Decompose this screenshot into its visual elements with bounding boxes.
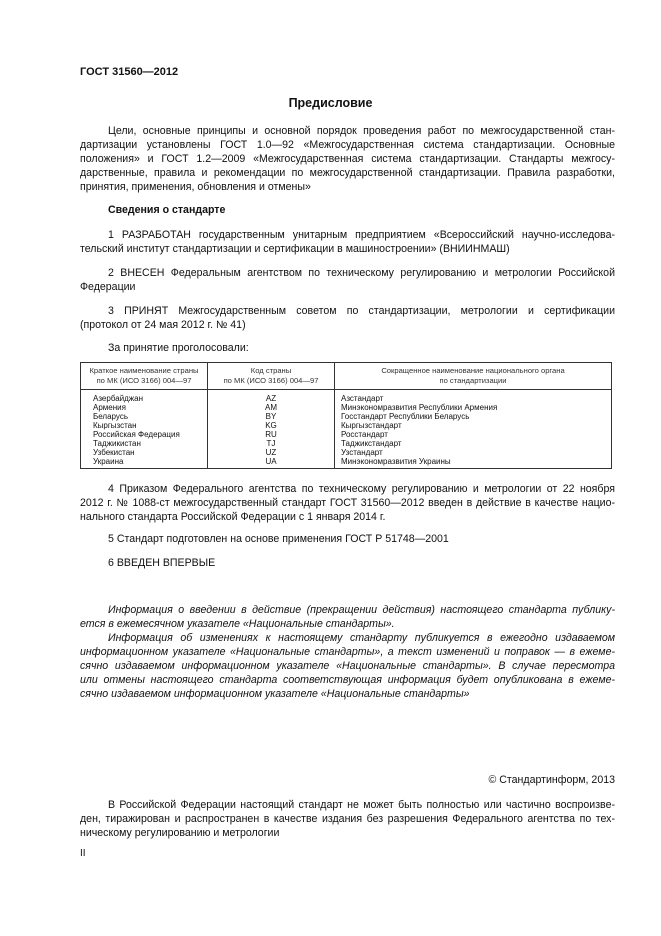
- text-line: или отмены настоящего стандарта соответствующая информация будет опубликована в ежеме-: [80, 674, 615, 686]
- body-cell: Минэкономразвития Республики Армения: [335, 403, 612, 412]
- item-3: [80, 304, 615, 332]
- text-line: 3 ПРИНЯТ Межгосударственным советом по стандартизации, метрологии и сертификации: [108, 305, 615, 317]
- body-cell: Кыргызстандарт: [335, 421, 612, 430]
- body-cell: Минэкономразвития Украины: [335, 457, 612, 469]
- table-row: [81, 448, 612, 457]
- text-line: дарственные, правила и рекомендации по межгосударственной стандартизации. Правила разработки,: [80, 167, 615, 179]
- body-cell: Госстандарт Республики Беларусь: [335, 412, 612, 421]
- col-header-code: Код страны по МК (ИСО 3166) 004—97: [208, 363, 335, 390]
- country-cell: Украина: [81, 457, 208, 469]
- text-line: положения» и ГОСТ 1.2—2009 «Межгосударственная система стандартизации. Стандарты межгосу-: [80, 153, 615, 165]
- document-header: ГОСТ 31560—2012: [80, 66, 179, 78]
- page-number: II: [80, 848, 86, 859]
- code-cell: KG: [208, 421, 335, 430]
- item-5: [80, 532, 615, 546]
- notice-paragraph: [80, 798, 615, 840]
- col-header-body: Сокращенное наименование национального органа по стандартизации: [335, 363, 612, 390]
- intro-paragraph: [80, 124, 615, 194]
- text-line: 1 РАЗРАБОТАН государственным унитарным предприятием «Всероссийский научно-исследова-: [108, 229, 615, 241]
- copyright: © Стандартинформ, 2013: [488, 774, 615, 786]
- table-row: [81, 421, 612, 430]
- text-line: информационном указателе «Национальные стандарты», а текст изменений и поправок — в ежеме-: [80, 646, 615, 658]
- country-cell: Узбекистан: [81, 448, 208, 457]
- item-6: [80, 556, 615, 570]
- item-2: [80, 266, 615, 294]
- text-line: 2012 г. № 1088-ст межгосударственный стандарт ГОСТ 31560—2012 введен в действие в качестве нацио-: [80, 497, 615, 509]
- col-header-country: Краткое наименование страны по МК (ИСО 3166) 004—97: [81, 363, 208, 390]
- text-line: Цели, основные принципы и основной порядок проведения работ по межгосударственной стан-: [108, 125, 615, 137]
- text-line: дартизации установлены ГОСТ 1.0—92 «Межгосударственная система стандартизации. Основные: [80, 139, 615, 151]
- table-row: [81, 403, 612, 412]
- table-row: [81, 439, 612, 448]
- code-cell: BY: [208, 412, 335, 421]
- info-paragraph-2: [80, 631, 615, 701]
- body-cell: Узстандарт: [335, 448, 612, 457]
- text-line: Федерации: [80, 281, 136, 293]
- country-cell: Таджикистан: [81, 439, 208, 448]
- item-4: [80, 482, 615, 524]
- info-paragraph-1: [80, 603, 615, 631]
- text-line: В Российской Федерации настоящий стандарт не может быть полностью или частично воспроизве-: [108, 799, 615, 811]
- body-cell: Таджикстандарт: [335, 439, 612, 448]
- text-line: Информация об изменениях к настоящему стандарту публикуется в ежегодно издаваемом: [108, 632, 615, 644]
- text-line: тельский институт стандартизации и сертификации в машиностроении» (ВНИИНМАШ): [80, 243, 510, 255]
- text-line: ется в ежемесячном указателе «Национальные стандарты».: [80, 618, 395, 630]
- table-row: [81, 457, 612, 469]
- table-row: [81, 390, 612, 404]
- text-line: нального стандарта Российской Федерации с 1 января 2014 г.: [80, 511, 386, 523]
- text-line: принятия, применения, обновления и отмены»: [80, 181, 311, 193]
- code-cell: TJ: [208, 439, 335, 448]
- table-row: [81, 412, 612, 421]
- country-cell: Кыргызстан: [81, 421, 208, 430]
- country-cell: Российская Федерация: [81, 430, 208, 439]
- section-title: Сведения о стандарте: [108, 204, 226, 216]
- country-cell: Азербайджан: [81, 390, 208, 404]
- vote-label: За принятие проголосовали:: [108, 342, 249, 354]
- code-cell: RU: [208, 430, 335, 439]
- text-line: сячно издаваемом информационном указателе «Национальные стандарты»: [80, 688, 470, 700]
- countries-table: [80, 362, 612, 469]
- text-line: сячно издаваемом информационном указателе «Национальные стандарты». В случае пересмотра: [80, 660, 615, 672]
- page-title: Предисловие: [288, 96, 373, 110]
- text-line: 6 ВВЕДЕН ВПЕРВЫЕ: [108, 557, 216, 569]
- text-line: 4 Приказом Федерального агентства по техническому регулированию и метрологии от 22 ноября: [108, 483, 615, 495]
- code-cell: UZ: [208, 448, 335, 457]
- text-line: Информация о введении в действие (прекращении действия) настоящего стандарта публику-: [108, 604, 615, 616]
- text-line: ден, тиражирован и распространен в качестве издания без разрешения Федерального агентства по тех-: [80, 813, 615, 825]
- text-line: 2 ВНЕСЕН Федеральным агентством по техническому регулированию и метрологии Российской: [108, 267, 615, 279]
- code-cell: UA: [208, 457, 335, 469]
- text-line: (протокол от 24 мая 2012 г. № 41): [80, 319, 246, 331]
- body-cell: Азстандарт: [335, 390, 612, 404]
- body-cell: Росстандарт: [335, 430, 612, 439]
- country-cell: Беларусь: [81, 412, 208, 421]
- code-cell: AZ: [208, 390, 335, 404]
- text-line: ническому регулированию и метрологии: [80, 827, 280, 839]
- country-cell: Армения: [81, 403, 208, 412]
- table-row: [81, 430, 612, 439]
- code-cell: AM: [208, 403, 335, 412]
- item-1: [80, 228, 615, 256]
- text-line: 5 Стандарт подготовлен на основе применения ГОСТ Р 51748—2001: [108, 533, 449, 545]
